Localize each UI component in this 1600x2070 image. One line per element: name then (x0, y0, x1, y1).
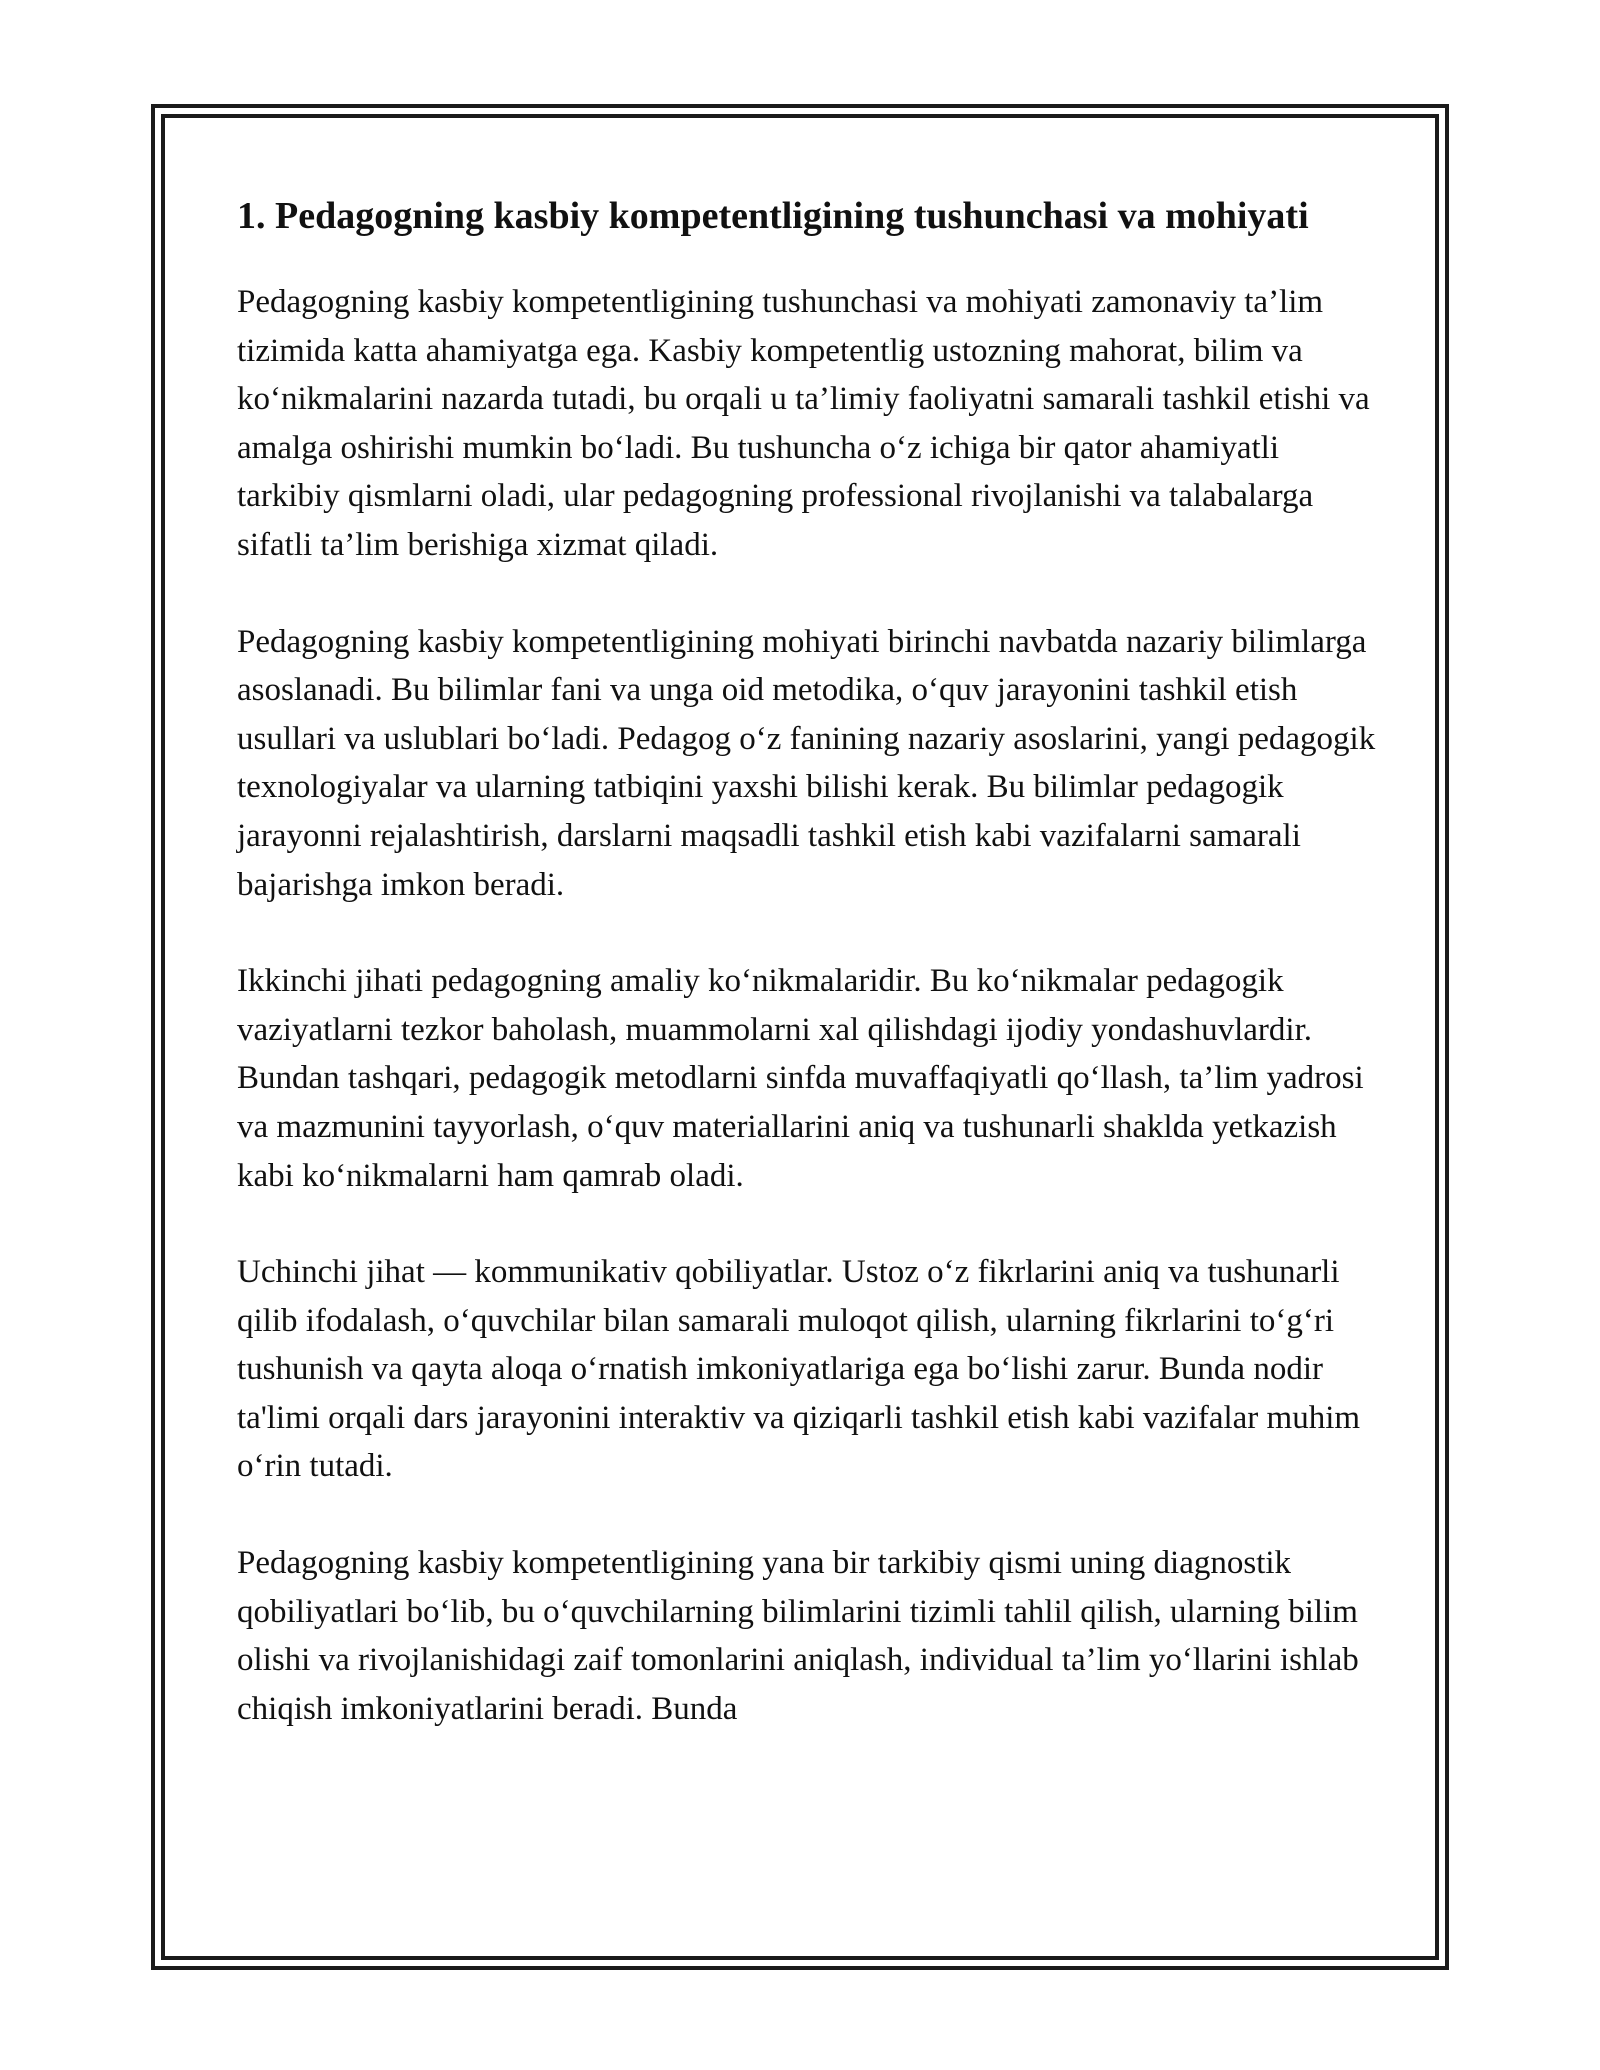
paragraph-2: Pedagogning kasbiy kompetentligining mohiyati birinchi navbatda nazariy bilimlarga asoslanadi. Bu bilimlar fani va unga oid metodika, oʻquv jarayonini tashkil etish usullari va uslublari boʻladi. Pedagog oʻz fanining nazariy asoslarini, yangi pedagogik texnologiyalar va ularning tatbiqini yaxshi bilishi kerak. Bu bilimlar pedagogik jarayonni rejalashtirish, darslarni maqsadli tashkil etish kabi vazifalarni samarali bajarishga imkon beradi. (237, 623, 1376, 903)
paragraph-3: Ikkinchi jihati pedagogning amaliy koʻnikmalaridir. Bu koʻnikmalar pedagogik vaziyatlarni tezkor baholash, muammolarni xal qilishdagi ijodiy yondashuvlardir. Bundan tashqari, pedagogik metodlarni sinfda muvaffaqiyatli qoʻllash, ta’lim yadrosi va mazmunini tayyorlash, oʻquv materiallarini aniq va tushunarli shaklda yetkazish kabi koʻnikmalarni ham qamrab oladi. (237, 963, 1364, 1194)
paragraph-4: Uchinchi jihat — kommunikativ qobiliyatlar. Ustoz oʻz fikrlarini aniq va tushunarli qilib ifodalash, oʻquvchilar bilan samarali muloqot qilish, ularning fikrlarini toʻgʻri tushunish va qayta aloqa oʻrnatish imkoniyatlariga ega boʻlishi zarur. Bunda nodir ta'limi orqali dars jarayonini interaktiv va qiziqarli tashkil etish kabi vazifalar muhim oʻrin tutadi. (237, 1254, 1361, 1485)
document-content (237, 188, 1377, 1781)
paragraph-1: Pedagogning kasbiy kompetentligining tushunchasi va mohiyati zamonaviy ta’lim tizimida katta ahamiyatga ega. Kasbiy kompetentlig ustozning mahorat, bilim va koʻnikmalarini nazarda tutadi, bu orqali u ta’limiy faoliyatni samarali tashkil etishi va amalga oshirishi mumkin boʻladi. Bu tushuncha oʻz ichiga bir qator ahamiyatli tarkibiy qismlarni oladi, ular pedagogning professional rivojlanishi va talabalarga sifatli ta’lim berishiga xizmat qiladi. (237, 284, 1370, 563)
paragraph-5: Pedagogning kasbiy kompetentligining yana bir tarkibiy qismi uning diagnostik qobiliyatlari boʻlib, bu oʻquvchilarning bilimlarini tizimli tahlil qilish, ularning bilim olishi va rivojlanishidagi zaif tomonlarini aniqlash, individual ta’lim yoʻllarini ishlab chiqish imkoniyatlarini beradi. Bunda (237, 1545, 1359, 1727)
section-heading: 1. Pedagogning kasbiy kompetentligining tushunchasi va mohiyati (237, 195, 1309, 237)
